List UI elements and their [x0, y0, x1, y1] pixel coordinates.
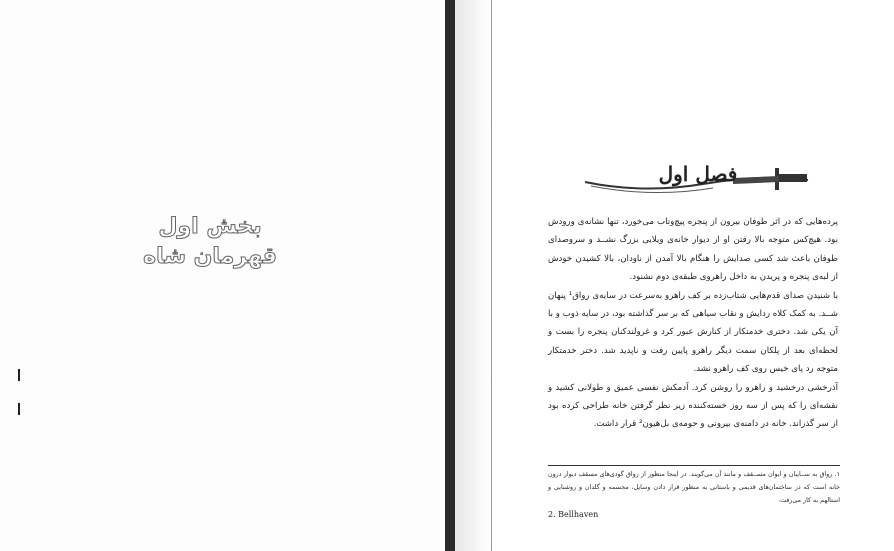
footnote-divider: [548, 465, 840, 466]
paragraph: آذرخشی درخشید و راهرو را روشن کرد. آدمکش نفسی عمیق و طولانی کشید و نقشه‌ای را که پس از سه روز خسته‌کننده زیر نظر گرفتن خانه طراحی کرده بود از سر گذراند. خانه در دامنه‌ی بیرونی و حومه‌ی بل‌هیون² قرار داشت.: [548, 382, 838, 430]
footnote-2: 2. Bellhaven: [548, 510, 599, 519]
gutter-shadow: [455, 0, 491, 551]
chapter-heading: [583, 160, 813, 200]
part-label: بخش اول: [158, 214, 262, 239]
part-title: قهرمان شاه: [143, 244, 277, 269]
part-heading: [110, 212, 310, 272]
left-page: [0, 0, 445, 551]
paragraph: با شنیدن صدای قدم‌هایی شتاب‌زده بر کف راهرو به‌سرعت در سایه‌ی رواق¹ پنهان شــد. به کمک کلاه ردایش و نقاب سیاهی که بر سر گذاشته بود، در سایه ذوب و با آن یکی شد. دختری خدمتکار از کنارش عبور کرد و غرولندکنان پنجره را بست و لحظه‌ای بعد از پلکان سمت دیگر راهرو پایین رفت و ناپدید شد. دختر خدمتکار متوجه رد پای خیس روی کف راهرو نشد.: [548, 290, 838, 375]
footnote-1: ۱. رواق به ســایبان و ایوان مســقف و مانند آن می‌گویند. در اینجا منظور از رواق گودی‌های مسقف دیوار درون خانه است که در ساختمان‌های قدیمی و باستانی به منظور قرار دادن وسایل، مجسمه و گلدان و روشنایی و استالهم به کار می‌رفت.: [548, 471, 840, 504]
footnotes: [548, 468, 840, 507]
chapter-body: [548, 213, 838, 434]
book-gutter: [445, 0, 455, 551]
page-edge-mark: [18, 369, 20, 381]
paragraph: پرده‌هایی که در اثر طوفان بیرون از پنجره پیچ‌وتاب می‌خورد، تنها نشانه‌ی ورودش بود. هیچ‌کس متوجه بالا رفتن او از دیوار خانه‌ی ویلایی بزرگ نشــد و سروصدای طوفان باعث شد کسی صدایش را هنگام بالا آمدن از ناودان، بالا کشیدن خودش از لبه‌ی پنجره و پریدن به داخل راهروی طبقه‌ی دوم نشنود.: [548, 217, 838, 283]
chapter-title: فصل اول: [658, 162, 738, 186]
page-edge-mark: [18, 403, 20, 415]
